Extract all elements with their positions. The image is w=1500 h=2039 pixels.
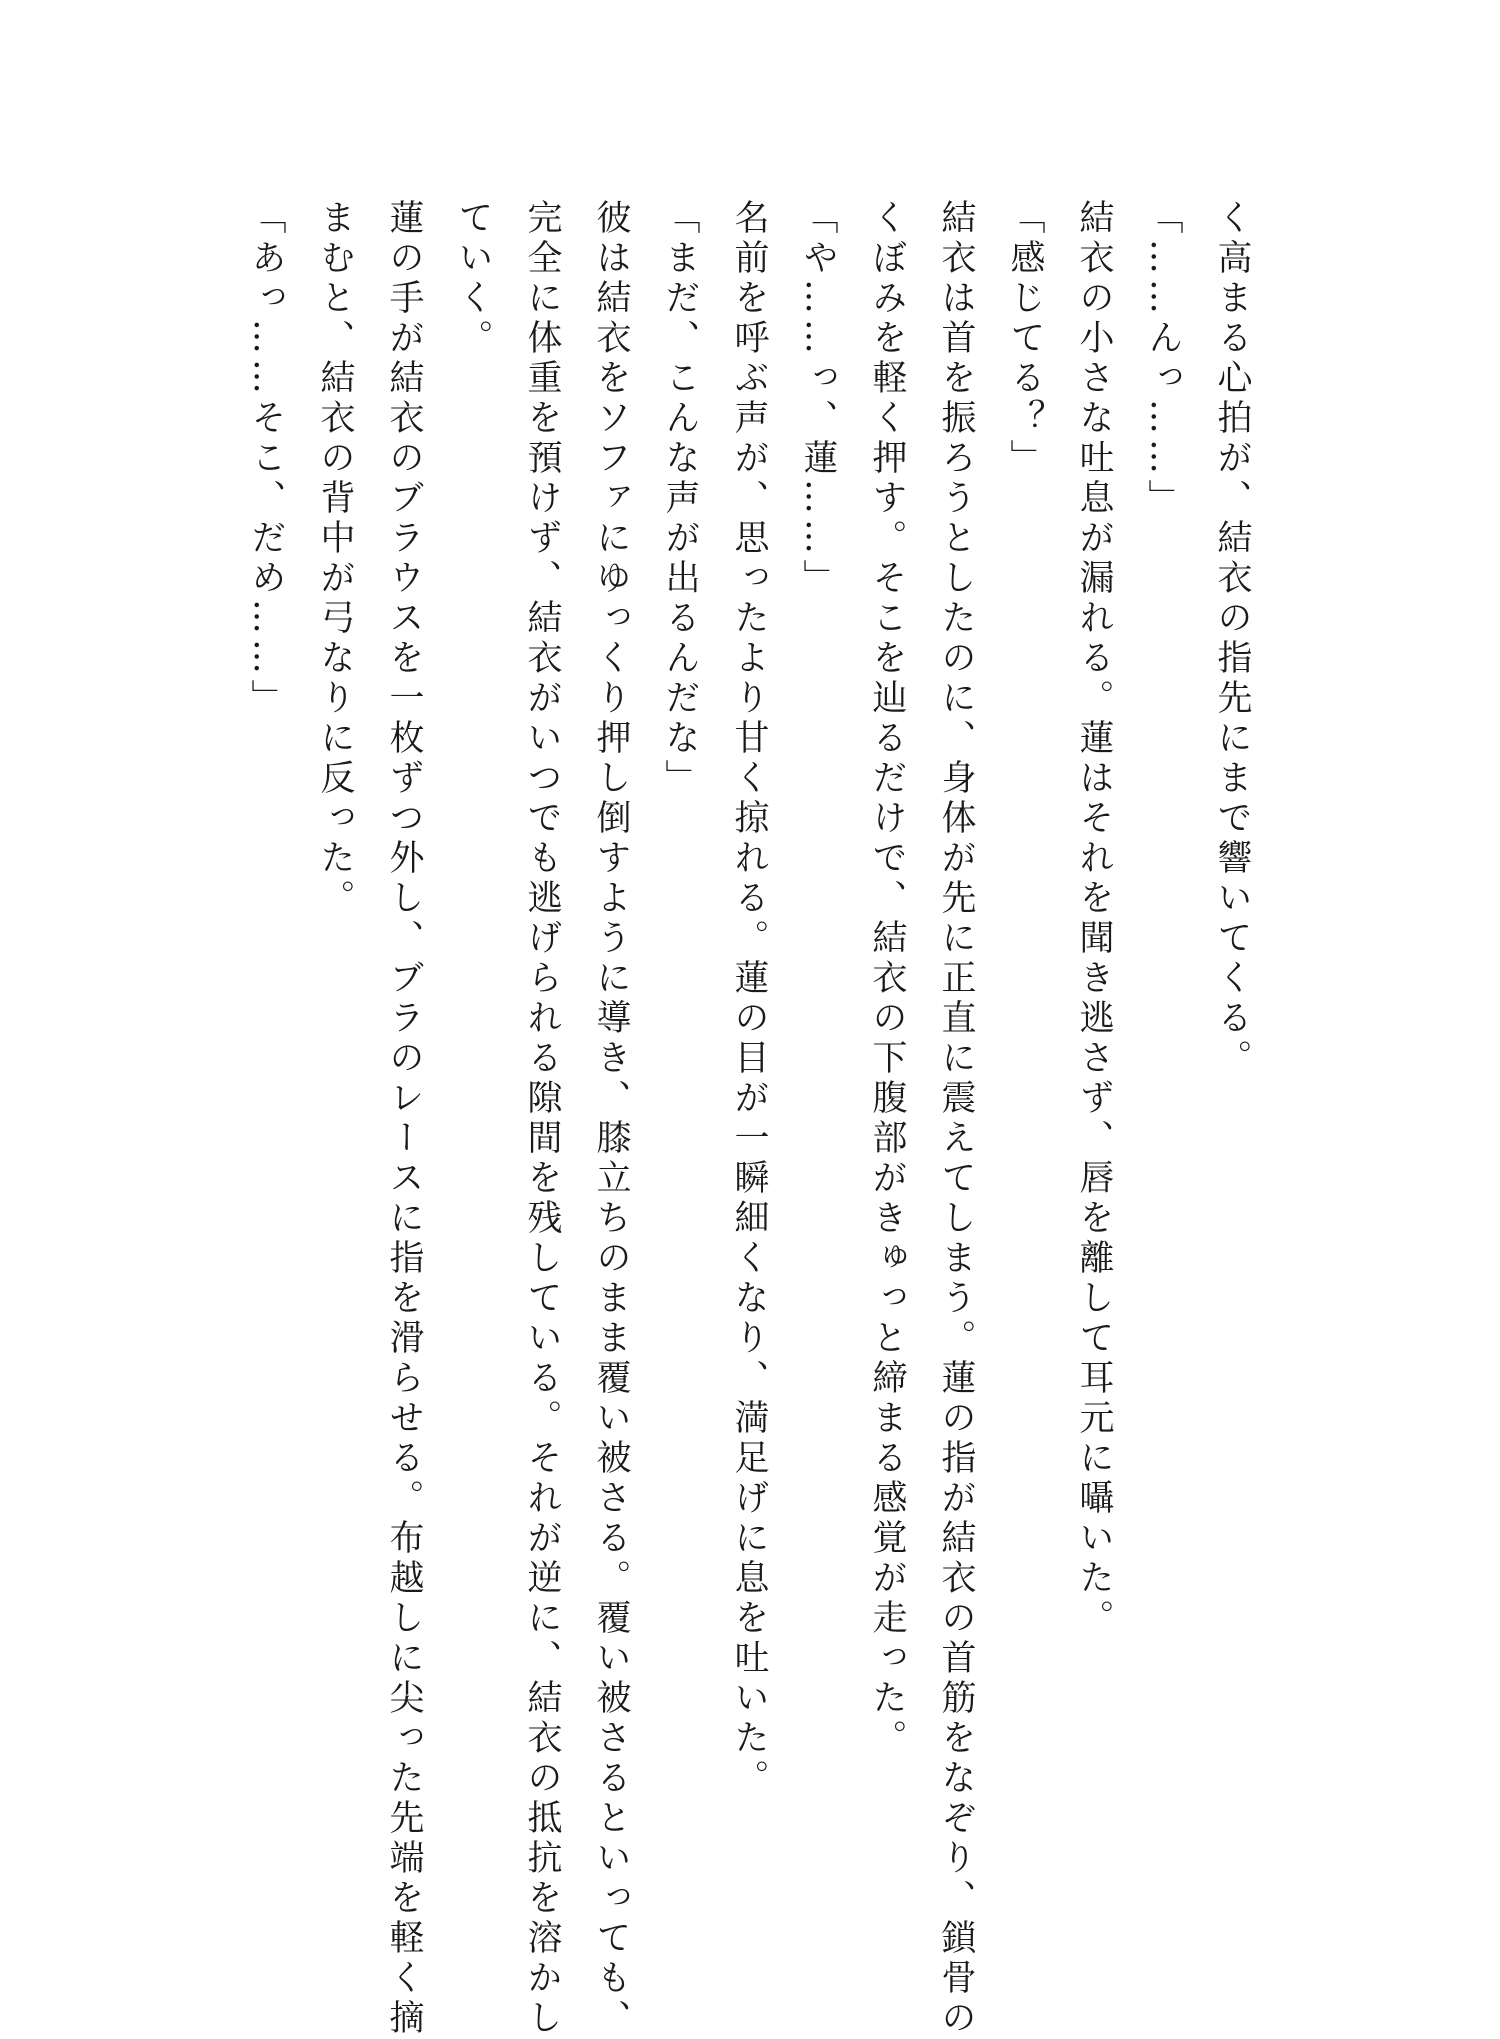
dialogue-line: 「感じてる？」 bbox=[1005, 199, 1045, 479]
text-line: ていく。 bbox=[453, 199, 493, 359]
text-line: く高まる心拍が、結衣の指先にまで響いてくる。 bbox=[1212, 199, 1252, 1079]
text-line: 結衣は首を振ろうとしたのに、身体が先に正直に震えてしまう。蓮の指が結衣の首筋をなぞり、鎖骨の bbox=[936, 199, 976, 2039]
dialogue-line: 「あっ……そこ、だめ……」 bbox=[246, 199, 286, 719]
dialogue-line: 「まだ、こんな声が出るんだな」 bbox=[660, 199, 700, 799]
text-line: 彼は結衣をソファにゆっくり押し倒すように導き、膝立ちのまま覆い被さる。覆い被さるといっても、 bbox=[591, 199, 631, 2039]
text-line: 結衣の小さな吐息が漏れる。蓮はそれを聞き逃さず、唇を離して耳元に囁いた。 bbox=[1074, 199, 1114, 1639]
text-line: まむと、結衣の背中が弓なりに反った。 bbox=[315, 199, 355, 919]
text-line: 名前を呼ぶ声が、思ったより甘く掠れる。蓮の目が一瞬細くなり、満足げに息を吐いた。 bbox=[729, 199, 769, 1799]
text-line: 蓮の手が結衣のブラウスを一枚ずつ外し、ブラのレースに指を滑らせる。布越しに尖った先端を軽く摘 bbox=[384, 199, 424, 2039]
text-line: くぼみを軽く押す。そこを辿るだけで、結衣の下腹部がきゅっと締まる感覚が走った。 bbox=[867, 199, 907, 1759]
dialogue-line: 「……んっ……」 bbox=[1143, 199, 1183, 519]
body-text bbox=[206, 199, 1266, 2039]
dialogue-line: 「や……っ、蓮……」 bbox=[798, 199, 838, 599]
text-line: 完全に体重を預けず、結衣がいつでも逃げられる隙間を残している。それが逆に、結衣の抵抗を溶かし bbox=[522, 199, 562, 2039]
